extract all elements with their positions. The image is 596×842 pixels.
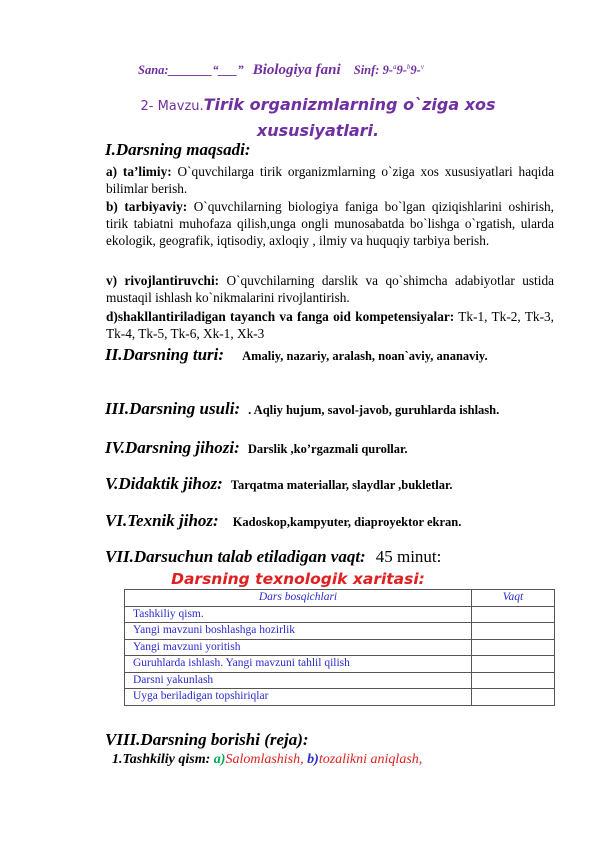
goal-developmental-text: O`quvchilarning darslik va qo`shimcha adabiyotlar ustida mustaqil ishlash ko`nikmalarini rivojlantirish. — [106, 273, 554, 306]
time-cell — [472, 656, 555, 673]
class-a: 9- — [382, 63, 393, 77]
section-didactic-value: Tarqatma materiallar, slaydlar ,bukletlar. — [230, 478, 453, 492]
goal-educational-label: a) ta’limiy: — [106, 164, 172, 179]
tech-map-title: Darsning texnologik xaritasi: — [171, 570, 425, 588]
competencies — [106, 308, 554, 342]
section-equipment-heading: IV.Darsning jihozi: — [105, 438, 240, 457]
plan-step-1-b-marker: b) — [307, 752, 319, 767]
time-cell — [472, 606, 555, 623]
section-technical — [105, 511, 461, 531]
class-v-sup: v — [420, 62, 424, 71]
stage-cell: Tashkiliy qism. — [125, 606, 472, 623]
goal-upbringing — [106, 198, 554, 250]
competencies-label: d)shakllantiriladigan tayanch va fanga oid kompetensiyalar: — [106, 309, 455, 324]
subject-title: Biologiya fani — [252, 62, 341, 78]
stage-cell: Yangi mavzuni boshlashga hozirlik — [125, 623, 472, 640]
section-method — [105, 399, 499, 419]
goal-educational — [106, 163, 554, 197]
topic-heading — [108, 93, 528, 144]
plan-step-1-b-text: tozalikni aniqlash, — [318, 752, 423, 767]
table-row — [125, 656, 555, 673]
table-row — [125, 639, 555, 656]
class-v: 9- — [410, 63, 421, 77]
plan-step-1-a-marker: a) — [213, 752, 226, 767]
section-goals-heading: I.Darsning maqsadi: — [105, 140, 251, 159]
goal-upbringing-text: O`quvchilarning biologiya faniga bo`lgan qiziqishlarini oshirish, tirik tabiatni muhofaza qilish,unga ongli munosabatda bo`lishga o`rgatish, ularda ekologik, geografik, iqtisodiy, axloqiy , ilmiy va huquqiy tarbiya berish. — [106, 199, 554, 249]
time-cell — [472, 623, 555, 640]
goal-developmental — [106, 272, 554, 306]
section-didactic — [105, 474, 453, 494]
header-line — [138, 62, 424, 79]
section-time — [105, 547, 441, 567]
section-type — [105, 345, 545, 366]
table-header-row — [125, 590, 555, 607]
class-b-sup: b — [406, 62, 411, 71]
class-a-sup: a — [393, 62, 397, 71]
section-progress-heading: VIII.Darsning borishi (reja): — [105, 730, 309, 749]
column-header-time: Vaqt — [472, 590, 555, 607]
date-blank: _______“___” — [168, 63, 244, 77]
stage-cell: Uyga beriladigan topshiriqlar — [125, 689, 472, 706]
time-cell — [472, 672, 555, 689]
plan-step-1-a-text: Salomlashish, — [225, 752, 304, 767]
class-b: 9- — [396, 63, 407, 77]
competencies-text: Tk-1, Tk-2, Tk-3, Tk-4, Tk-5, Tk-6, Xk-1, Xk-3 — [106, 309, 554, 342]
section-type-value: Amaliy, nazariy, aralash, noan`aviy, ananaviy. — [242, 349, 488, 363]
table-row — [125, 689, 555, 706]
section-method-heading: III.Darsning usuli: — [105, 399, 241, 418]
section-technical-heading: VI.Texnik jihoz: — [105, 511, 219, 530]
section-time-value: 45 minut: — [375, 547, 442, 566]
section-technical-value: Kadoskop,kampyuter, diaproyektor ekran. — [232, 515, 462, 529]
goal-developmental-label: v) rivojlantiruvchi: — [106, 273, 220, 288]
table-row — [125, 623, 555, 640]
goal-educational-text: O`quvchilarga tirik organizmlarning o`ziga xos xususiyatlari haqida bilimlar berish. — [106, 164, 554, 197]
lesson-plan-table — [124, 589, 555, 706]
plan-step-1-label: 1.Tashkiliy qism: — [112, 752, 211, 767]
stage-cell: Yangi mavzuni yoritish — [125, 639, 472, 656]
section-equipment — [105, 438, 408, 458]
section-time-heading: VII.Darsuchun talab etiladigan vaqt: — [105, 547, 366, 566]
stage-cell: Guruhlarda ishlash. Yangi mavzuni tahlil qilish — [125, 656, 472, 673]
column-header-stages: Dars bosqichlari — [125, 590, 472, 607]
section-type-heading: II.Darsning turi: — [105, 345, 225, 364]
plan-step-1 — [112, 752, 422, 768]
stage-cell: Darsni yakunlash — [125, 672, 472, 689]
topic-number: 2- Mavzu. — [140, 99, 204, 114]
time-cell — [472, 689, 555, 706]
topic-title: Tirik organizmlarning o`ziga xos xususiyatlari. — [203, 95, 496, 140]
table-row — [125, 606, 555, 623]
section-didactic-heading: V.Didaktik jihoz: — [105, 474, 223, 493]
class-label: Sinf: — [353, 63, 383, 77]
section-equipment-value: Darslik ,ko’rgazmali qurollar. — [247, 442, 408, 456]
time-cell — [472, 639, 555, 656]
table-row — [125, 672, 555, 689]
goal-upbringing-label: b) tarbiyaviy: — [106, 199, 188, 214]
date-label: Sana: — [138, 63, 169, 77]
section-method-value: . Aqliy hujum, savol-javob, guruhlarda ishlash. — [248, 403, 500, 417]
